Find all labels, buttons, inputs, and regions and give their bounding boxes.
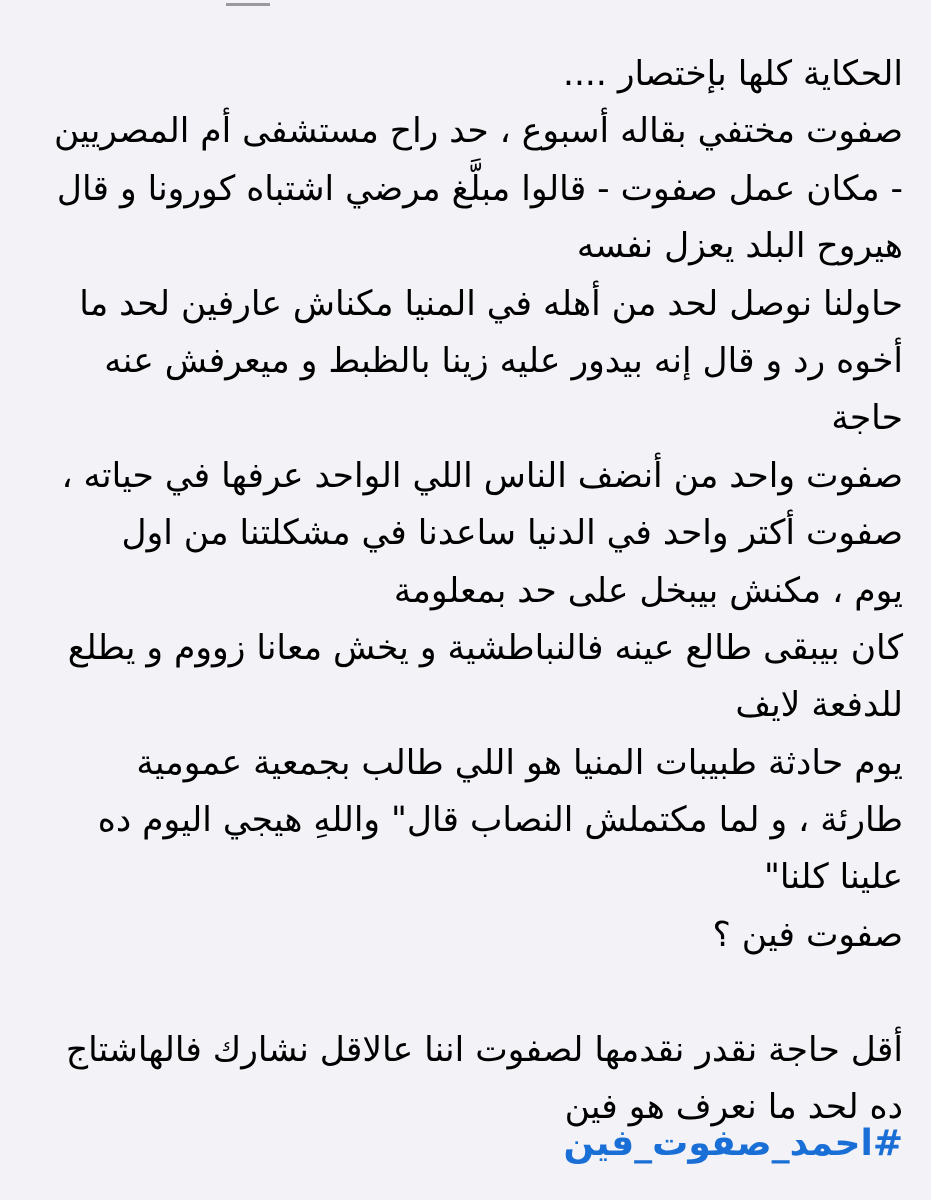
note-line: صفوت فين ؟	[712, 914, 903, 955]
hashtag-link[interactable]: #احمد_صفوت_فين	[563, 1123, 903, 1164]
note-line: طارئة ، و لما مكتملش النصاب قال" واللهِ هيجي اليوم ده	[97, 800, 903, 841]
note-line: هيروح البلد يعزل نفسه	[576, 226, 903, 267]
note-line: أقل حاجة نقدر نقدمها لصفوت اننا عالاقل نشارك فالهاشتاج	[65, 1029, 903, 1070]
note-line: حاولنا نوصل لحد من أهله في المنيا مكناش عارفين لحد ما	[79, 283, 903, 324]
note-line: يوم حادثة طبيبات المنيا هو اللي طالب بجمعية عمومية	[136, 742, 903, 783]
note-line: كان بيبقى طالع عينه فالنباطشية و يخش معانا زووم و يطلع	[67, 627, 903, 668]
note-line: صفوت أكتر واحد في الدنيا ساعدنا في مشكلتنا من اول	[121, 513, 903, 554]
blank-line	[24, 964, 903, 1021]
note-line: صفوت واحد من أنضف الناس اللي الواحد عرفها في حياته ،	[61, 455, 903, 496]
note-line: يوم ، مكنش بيبخل على حد بمعلومة	[393, 570, 903, 611]
note-line: الحكاية كلها بإختصار ....	[563, 54, 903, 94]
note-line: علينا كلنا"	[764, 857, 903, 898]
note-body	[24, 46, 903, 1136]
note-line: للدفعة لايف	[735, 685, 903, 726]
note-line: صفوت مختفي بقاله أسبوع ، حد راح مستشفى أم المصريين	[54, 111, 903, 152]
note-line: ده لحد ما نعرف هو فين	[564, 1087, 903, 1128]
top-divider-fragment	[226, 0, 270, 6]
note-line: - مكان عمل صفوت - قالوا مبلَّغ مرضي اشتباه كورونا و قال	[56, 168, 903, 209]
note-line: حاجة	[831, 398, 903, 439]
note-line: أخوه رد و قال إنه بيدور عليه زينا بالظبط و ميعرفش عنه	[104, 340, 903, 381]
